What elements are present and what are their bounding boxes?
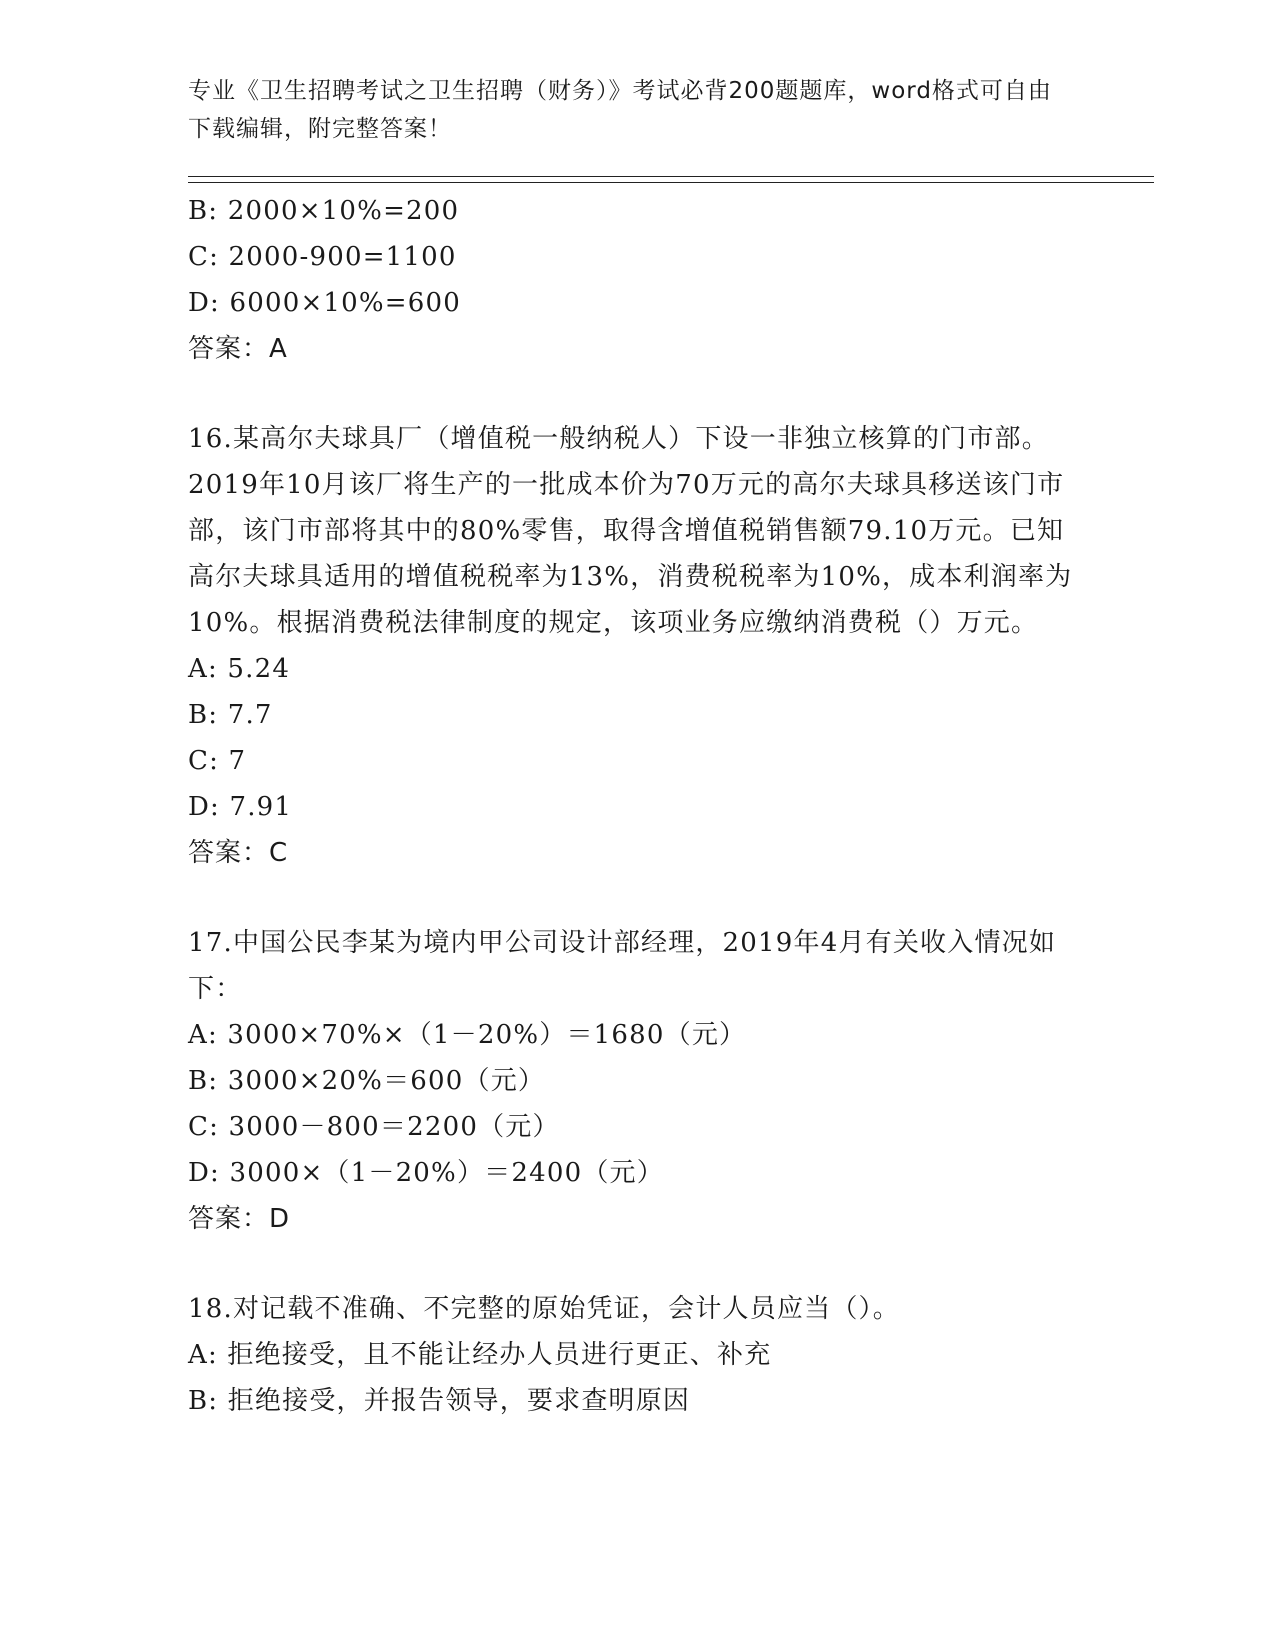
option-b: B: 2000×10%=200 — [188, 196, 460, 226]
option-b: B: 3000×20%＝600（元） — [188, 1066, 546, 1096]
option-d: D: 7.91 — [188, 792, 293, 822]
question-15-tail — [188, 188, 1088, 372]
document-header: 专业《卫生招聘考试之卫生招聘（财务）》考试必背200题题库，word格式可自由下载编辑，附完整答案！ — [188, 78, 1052, 142]
option-b: B: 7.7 — [188, 700, 273, 730]
option-b: B: 拒绝接受，并报告领导，要求查明原因 — [188, 1386, 691, 1416]
option-a: A: 3000×70%×（1－20%）＝1680（元） — [188, 1020, 747, 1050]
option-d: D: 3000×（1－20%）＝2400（元） — [188, 1158, 664, 1188]
option-a: A: 拒绝接受，且不能让经办人员进行更正、补充 — [188, 1340, 772, 1370]
option-d: D: 6000×10%=600 — [188, 288, 462, 318]
answer-line: 答案：D — [188, 1204, 291, 1234]
answer-line: 答案：A — [188, 334, 288, 364]
header-rule-bottom — [188, 182, 1154, 183]
question-text: 18.对记载不准确、不完整的原始凭证，会计人员应当（）。 — [188, 1294, 900, 1324]
answer-line: 答案：C — [188, 838, 289, 868]
question-text: 17.中国公民李某为境内甲公司设计部经理，2019年4月有关收入情况如下： — [188, 928, 1057, 1004]
question-list — [188, 188, 1088, 1424]
header-rule-top — [188, 176, 1154, 177]
spacer — [188, 372, 1088, 416]
spacer — [188, 1242, 1088, 1286]
option-c: C: 7 — [188, 746, 247, 776]
option-c: C: 2000-900=1100 — [188, 242, 457, 272]
question-text: 16.某高尔夫球具厂（增值税一般纳税人）下设一非独立核算的门市部。2019年10月该厂将生产的一批成本价为70万元的高尔夫球具移送该门市部，该门市部将其中的80%零售，取得含增值税销售额79.10万元。已知高尔夫球具适用的增值税税率为13%，消费税税率为10%，成本利润率为10%。根据消费税法律制度的规定，该项业务应缴纳消费税（）万元。 — [188, 424, 1073, 638]
question-17 — [188, 920, 1088, 1242]
spacer — [188, 876, 1088, 920]
option-c: C: 3000－800＝2200（元） — [188, 1112, 560, 1142]
question-18 — [188, 1286, 1088, 1424]
option-a: A: 5.24 — [188, 654, 291, 684]
question-16 — [188, 416, 1088, 876]
